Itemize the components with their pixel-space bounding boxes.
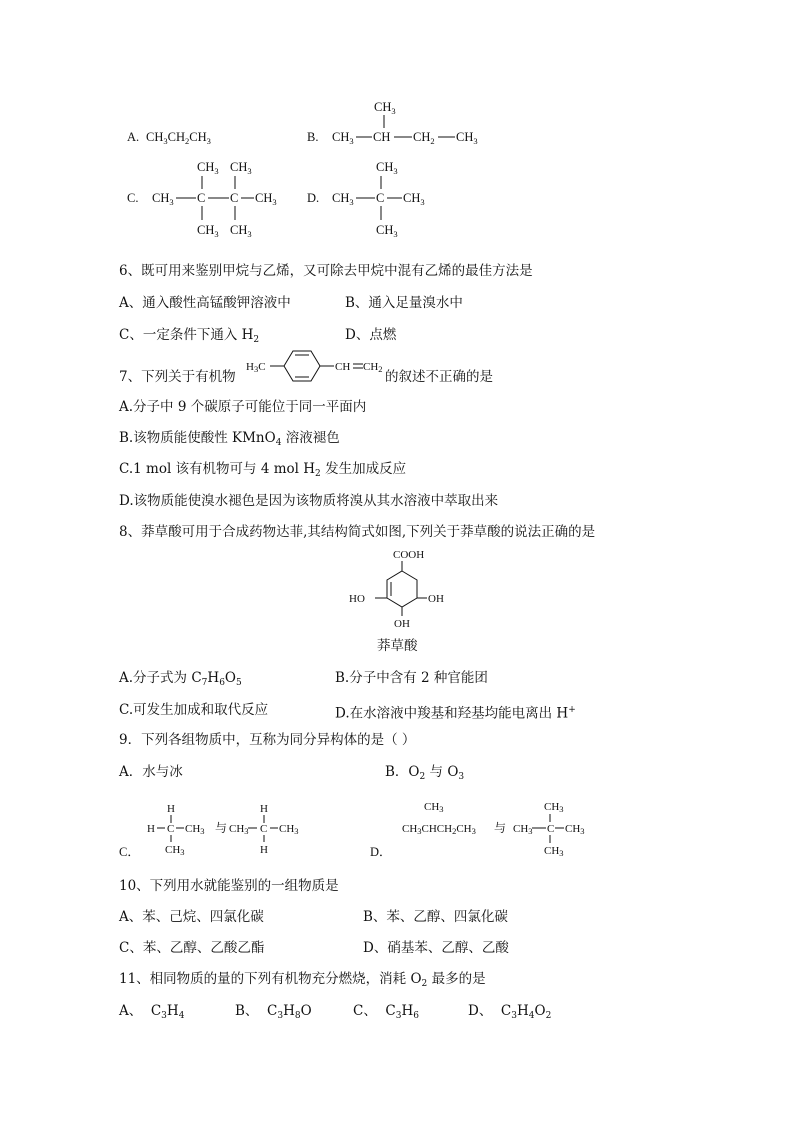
svg-text:CH3: $CH_3$: [332, 191, 354, 207]
q5-option-d-structure: [332, 160, 425, 239]
q6-option-b[interactable]: B、通入足量溴水中: [345, 295, 463, 311]
q5-option-b-label: B.: [307, 130, 319, 144]
svg-text:CH: CH: [373, 130, 391, 144]
q5-option-d-label: D.: [307, 191, 320, 205]
q9-option-a[interactable]: A．水与冰: [119, 764, 183, 780]
svg-text:H3C: H3C: [246, 361, 266, 374]
q8-option-b[interactable]: B.分子中含有 2 种官能团: [335, 670, 488, 686]
svg-text:CH3: $CH_3$: [152, 191, 174, 207]
svg-text:CH3: CH3: [544, 845, 564, 858]
q5-structures: [110, 92, 530, 248]
svg-text:H: H: [167, 803, 175, 815]
svg-text:CH3: $CH_3$: [456, 130, 478, 146]
q7-option-d[interactable]: D.该物质能使溴水褪色是因为该物质将溴从其水溶液中萃取出来: [119, 493, 499, 509]
svg-text:CH3: CH3: [424, 801, 444, 814]
svg-text:C: C: [230, 191, 239, 205]
q6-option-d[interactable]: D、点燃: [345, 327, 397, 343]
svg-text:C: C: [376, 191, 385, 205]
q11-option-b[interactable]: B、 $C_3H_8O$: [235, 1003, 312, 1021]
q11-stem: 11、相同物质的量的下列有机物充分燃烧，消耗 $O_2$ 最多的是: [119, 971, 486, 989]
q9-option-d-structures: [368, 796, 598, 862]
q8-option-d[interactable]: D.在水溶液中羧基和羟基均能电离出 H+: [335, 705, 576, 722]
q10-option-b[interactable]: B、苯、乙醇、四氯化碳: [363, 909, 508, 925]
q11-option-d[interactable]: D、 $C_3H_4O_2$: [468, 1003, 552, 1021]
svg-text:CH3: $CH_3$: [197, 223, 219, 239]
q9-option-c-label: C．: [119, 845, 140, 859]
q7-structure: [242, 346, 382, 386]
svg-text:CH3: $CH_3$: [403, 191, 425, 207]
svg-text:OH: OH: [394, 618, 410, 630]
svg-text:CH3: $CH_3$: [332, 130, 354, 146]
q5-option-c-label: C.: [127, 191, 139, 205]
q10-stem: 10、下列用水就能鉴别的一组物质是: [119, 878, 339, 894]
svg-text:H: H: [260, 844, 268, 856]
q5-option-c-structure: [152, 160, 277, 239]
svg-text:CH3: $CH_3$: [230, 223, 252, 239]
q6-option-a[interactable]: A、通入酸性高锰酸钾溶液中: [119, 295, 291, 311]
svg-text:COOH: COOH: [393, 549, 425, 561]
svg-text:CH3: $CH_3$: [376, 160, 398, 176]
q9-stem: 9．下列各组物质中，互称为同分异构体的是（ ）: [119, 732, 416, 748]
svg-text:CH3: CH3: [229, 823, 249, 836]
svg-text:CH3: CH3: [513, 823, 533, 836]
svg-text:C: C: [167, 823, 175, 835]
q8-stem: 8、莽草酸可用于合成药物达菲,其结构简式如图,下列关于莽草酸的说法正确的是: [119, 524, 596, 540]
q9-d-and: 与: [494, 821, 507, 835]
svg-text:CH3: $CH_3$: [197, 160, 219, 176]
q11-option-a[interactable]: A、 $C_3H_4$: [119, 1003, 185, 1021]
q10-option-d[interactable]: D、硝基苯、乙醇、乙酸: [363, 940, 509, 956]
svg-text:CH3: CH3: [565, 823, 585, 836]
svg-text:CH3: CH3: [165, 844, 185, 857]
q10-option-c[interactable]: C、苯、乙醇、乙酸乙酯: [119, 940, 265, 956]
svg-text:C: C: [197, 191, 206, 205]
svg-text:CH2: $CH_2$: [413, 130, 435, 146]
svg-text:CH3: $CH_3$: [230, 160, 252, 176]
q8-caption: 莽草酸: [377, 638, 418, 654]
svg-text:CH3CHCH2CH3: CH3CHCH2CH3: [402, 823, 476, 836]
q9-c-and: 与: [215, 821, 228, 835]
svg-text:OH: OH: [428, 593, 444, 605]
q7-stem-after: 的叙述不正确的是: [385, 369, 493, 385]
q5-option-b-structure: [332, 100, 478, 146]
q5-option-a-formula: $CH_3CH_2CH_3$: [146, 130, 211, 146]
svg-text:CH: CH: [335, 361, 351, 373]
q6-stem: 6、既可用来鉴别甲烷与乙烯，又可除去甲烷中混有乙烯的最佳方法是: [119, 263, 533, 279]
svg-text:CH3: $CH_3$: [374, 100, 396, 116]
q9-option-b[interactable]: B．$O_2$ 与 $O_3$: [385, 764, 465, 782]
q8-shikimic-acid-structure: [345, 545, 455, 633]
svg-text:CH3: CH3: [544, 801, 564, 814]
q9-option-d-label: D．: [370, 845, 392, 859]
svg-text:CH2: CH2: [363, 361, 383, 374]
svg-text:CH3: $CH_3$: [255, 191, 277, 207]
svg-text:C: C: [547, 823, 555, 835]
svg-text:CH3: CH3: [279, 823, 299, 836]
q7-stem-before: 7、下列关于有机物: [119, 369, 236, 385]
svg-text:H: H: [147, 823, 155, 835]
q11-option-c[interactable]: C、 $C_3H_6$: [353, 1003, 419, 1021]
svg-text:C: C: [260, 823, 268, 835]
q9-option-c-structures: [117, 798, 317, 862]
svg-text:HO: HO: [349, 593, 365, 605]
q10-option-a[interactable]: A、苯、己烷、四氯化碳: [119, 909, 264, 925]
q6-option-c[interactable]: C、一定条件下通入 $H_2$: [119, 327, 260, 345]
q7-option-a[interactable]: A.分子中 9 个碳原子可能位于同一平面内: [119, 399, 367, 415]
q8-option-c[interactable]: C.可发生加成和取代反应: [119, 702, 269, 718]
q8-option-a[interactable]: A.分子式为 $C_7H_6O_5$: [119, 670, 242, 688]
q5-option-a-label: A.: [127, 130, 140, 144]
q7-option-c[interactable]: C.1 mol 该有机物可与 4 mol $H_2$ 发生加成反应: [119, 461, 407, 479]
q7-option-b[interactable]: B.该物质能使酸性 KMnO$_4$ 溶液褪色: [119, 430, 340, 448]
svg-text:H: H: [260, 803, 268, 815]
svg-text:CH3: CH3: [185, 823, 205, 836]
svg-text:CH3: $CH_3$: [376, 223, 398, 239]
